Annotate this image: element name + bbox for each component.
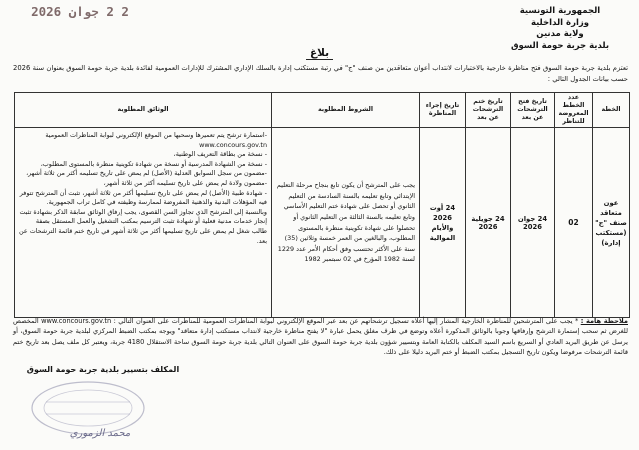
- header-exam-date: تاريخ إجراء المناظرة: [420, 93, 466, 128]
- header-count: عدد الخطط المعروضة للتناظر: [555, 93, 593, 128]
- table-row: [15, 128, 630, 318]
- doc-item: - نسخة من بطاقة التعريف الوطنية،: [173, 150, 267, 159]
- doc-item: -استمارة ترشح يتم تعميرها وسحبها من الموقع الإلكتروني لبوابة المناظرات العمومية www.concours.gov.tn: [45, 131, 267, 149]
- doc-item: - شهادة طبية (الأصل) لم يمض على تاريخ تسليمها أكثر من ثلاثة أشهر، تثبت أن المترشح تتوفر فيه المؤهلات البدنية والذهنية المفروضة لممارسة وظيفته في كامل تراب الجمهورية.: [19, 188, 267, 207]
- header-conditions: الشروط المطلوبة: [272, 93, 420, 128]
- positions-table: [14, 92, 630, 318]
- cell-open-date: 24 جوان 2026: [511, 128, 555, 318]
- doc-item: وبالنسبة إلى المترشح الذي تجاوز السن القصوى، يجب إرفاق الوثائق سابقة الذكر بشهادة تثبت إنجاز خدمات مدنية فعلية أو شهادة تثبت الترسيم بمكتب التشغيل والعمل المستقل بصفة طالب شغل لم يمض على تاريخ تسليمها أكثر من ثلاثة أشهر في تاريخ ختم قائمة الترشحات عن بعد.: [18, 207, 267, 245]
- important-note: [13, 316, 628, 358]
- cell-documents: [15, 128, 272, 318]
- issuer-header: [495, 6, 625, 52]
- header-plan: الخطة: [593, 93, 630, 128]
- cell-exam-date: 24 أوت 2026 والأيام الموالية: [420, 128, 466, 318]
- header-close-date: تاريخ ختم الترشحات عن بعد: [466, 93, 511, 128]
- header-line-republic: الجمهورية التونسية: [519, 6, 601, 16]
- signoff-title: المكلف بتسيير بلدية جربة حومة السوق: [26, 365, 180, 374]
- cell-conditions: يجب على المترشح أن يكون تابع بنجاح مرحلة التعليم الإبتدائي وتابع تعليمه بالسنة السادسة من التعليم الثانوي أو تحصل على شهادة ختم التعليم الأساسي وتابع تعليمه بالسنة الثالثة من التعليم الثانوي أو تحصلوا على شهادة تكوينية منظرة بالمستوى المطلوب، والبالغين من العمر خمسة وثلاثين (35) سنة على الأكثر تحتسب وفق أحكام الأمر عدد 1229 لسنة 1982 المؤرخ في 02 سبتمبر 1982: [272, 128, 420, 318]
- header-line-governorate: ولاية مدنين: [536, 29, 584, 39]
- table-header-row: [15, 93, 630, 128]
- cell-plan: عون متعاقد صنف "ج" (مستكتب إدارة): [593, 128, 630, 318]
- document-title: [0, 47, 639, 59]
- cell-close-date: 24 جويلية 2026: [466, 128, 511, 318]
- title-text: بلاغ: [306, 47, 333, 60]
- doc-item: -مضمون من سجل السوابق العدلية (الأصل) لم يمض على تاريخ تسليمه أكثر من ثلاثة أشهر،: [26, 169, 267, 178]
- intro-paragraph: تعتزم بلدية جربة حومة السوق فتح مناظرة خارجية بالاختبارات لانتداب أعوان متعاقدين من صنف "ج" في رتبة مستكتب إدارة بالسلك الإداري المشترك للإدارات العمومية لفائدة بلدية جربة حومة السوق بعنوان سنة 2026 حسب بيانات الجدول التالي :: [13, 64, 628, 83]
- header-documents: الوثائق المطلوبة: [15, 93, 272, 128]
- note-label: ملاحظة هامة :: [580, 317, 628, 325]
- header-open-date: تاريخ فتح الترشحات عن بعد: [511, 93, 555, 128]
- cell-count: 02: [555, 128, 593, 318]
- header-line-ministry: وزارة الداخلية: [530, 17, 590, 28]
- date-stamp: 2 2 جوان 2026: [31, 4, 129, 19]
- header-line-municipality: بلدية جربة حومة السوق: [510, 40, 610, 51]
- doc-item: - نسخة من الشهادة المدرسية أو نسخة من شهادة تكوينية منظرة بالمستوى المطلوب،: [40, 159, 267, 168]
- doc-item: -مضمون ولادة لم يمض على تاريخ تسليمه أكثر من ثلاثة أشهر،: [103, 178, 267, 187]
- note-text: * يجب على المترشحين للمناظرة الخارجية المشار إليها أعلاه تسجيل ترشحاتهم عن بعد عبر الموقع الإلكتروني لبوابة المناظرات العمومية للمناظرات على العنوان التالي : www.concours.gov.tn المخصص للغرض ثم سحب إستمارة الترشح وإرفاقها وجوبا بالوثائق المذكورة أعلاه وتوضع في ظرف مغلق يحمل عبارة "لا يفتح مناظرة خارجية لانتداب مستكتب إدارة متعاقد" ويوجه بمكتب الضبط المركزي لبلدية جربة حومة السوق، أو يرسل عن طريق البريد العادي أو السريع باسم السيد المكلف بالكتابة العامة وبتسيير شؤون بلدية جربة حومة السوق على العنوان التالي بلدية جربة حومة السوق ساحة الاستقلال 4180 جربة، ويعتبر كل ملف يصل بعد تاريخ ختم قائمة الترشحات مرفوضا ويكون تاريخ التسجيل بمكتب الضبط أو ختم البريد دليلا على ذلك.: [13, 317, 628, 357]
- signature: محمد الزموري: [69, 428, 131, 439]
